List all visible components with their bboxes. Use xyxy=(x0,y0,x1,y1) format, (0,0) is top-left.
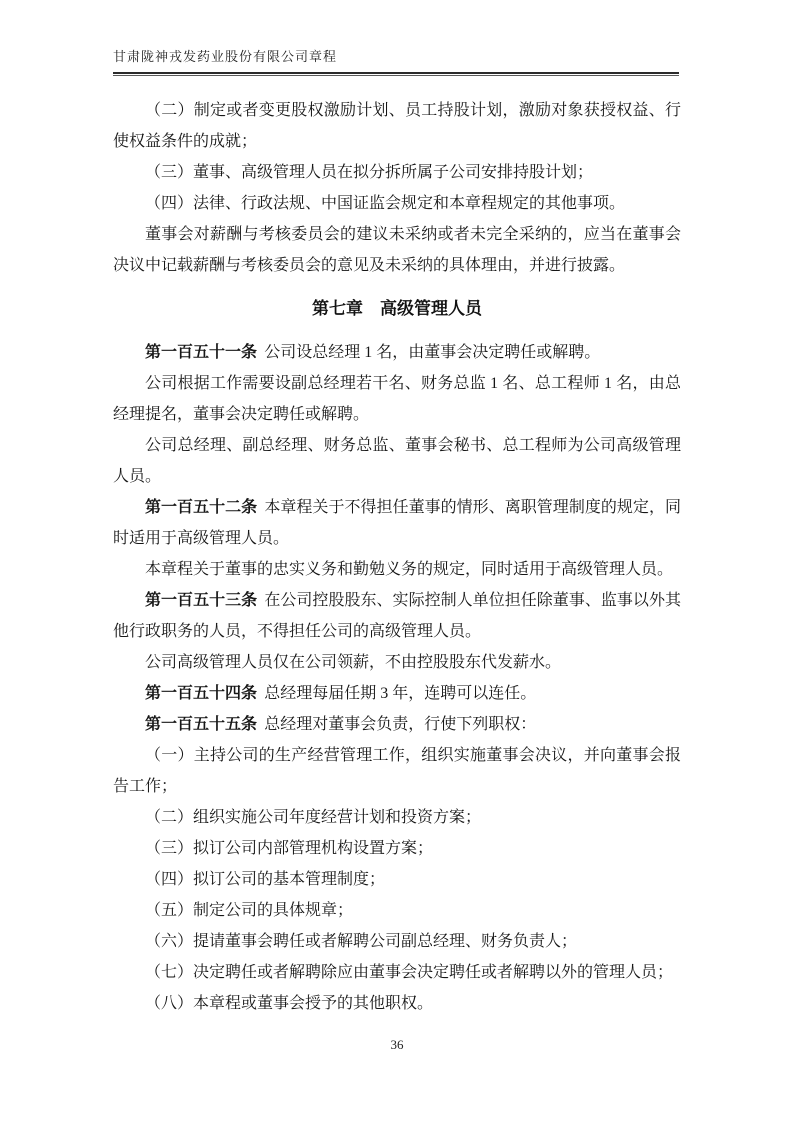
page-header xyxy=(113,46,679,76)
article-text: 本章程关于不得担任董事的情形、离职管理制度的规定，同时适用于高级管理人员。 xyxy=(113,499,681,547)
article-paragraph xyxy=(113,709,681,740)
page-number: 36 xyxy=(390,1037,404,1052)
body-paragraph: （六）提请董事会聘任或者解聘公司副总经理、财务负责人； xyxy=(145,933,578,950)
article-text: 总经理对董事会负责，行使下列职权： xyxy=(264,716,537,733)
article-number: 第一百五十五条 xyxy=(145,716,258,733)
article-number: 第一百五十三条 xyxy=(145,592,258,609)
article-number: 第一百五十四条 xyxy=(145,685,258,702)
body-paragraph: （八）本章程或董事会授予的其他职权。 xyxy=(145,995,434,1012)
article-number: 第一百五十一条 xyxy=(145,344,258,361)
body-paragraph: 董事会对薪酬与考核委员会的建议未采纳或者未完全采纳的，应当在董事会决议中记载薪酬与考核委员会的意见及未采纳的具体理由，并进行披露。 xyxy=(113,226,681,274)
article-paragraph xyxy=(113,492,681,554)
body-paragraph: （七）决定聘任或者解聘除应由董事会决定聘任或者解聘以外的管理人员； xyxy=(145,964,674,981)
body-paragraph: 公司根据工作需要设副总经理若干名、财务总监 1 名、总工程师 1 名，由总经理提名，董事会决定聘任或解聘。 xyxy=(113,375,681,423)
body-paragraph: （五）制定公司的具体规章； xyxy=(145,902,354,919)
header-rule-thick xyxy=(113,72,679,74)
body-paragraph: （三）拟订公司内部管理机构设置方案； xyxy=(145,840,434,857)
body-paragraph: （二）组织实施公司年度经营计划和投资方案； xyxy=(145,809,482,826)
article-number: 第一百五十二条 xyxy=(145,499,258,516)
body-paragraph: （四）法律、行政法规、中国证监会规定和本章程规定的其他事项。 xyxy=(145,195,626,212)
article-text: 在公司控股股东、实际控制人单位担任除董事、监事以外其他行政职务的人员，不得担任公司的高级管理人员。 xyxy=(113,592,681,640)
chapter-heading: 第七章 高级管理人员 xyxy=(312,299,482,318)
header-title: 甘肃陇神戎发药业股份有限公司章程 xyxy=(113,49,338,64)
body-paragraph: （三）董事、高级管理人员在拟分拆所属子公司安排持股计划； xyxy=(145,164,594,181)
article-text: 公司设总经理 1 名，由董事会决定聘任或解聘。 xyxy=(264,344,601,361)
body-paragraph: 本章程关于董事的忠实义务和勤勉义务的规定，同时适用于高级管理人员。 xyxy=(145,561,674,578)
body-paragraph: （二）制定或者变更股权激励计划、员工持股计划，激励对象获授权益、行使权益条件的成就； xyxy=(113,102,681,150)
body-paragraph: 公司总经理、副总经理、财务总监、董事会秘书、总工程师为公司高级管理人员。 xyxy=(113,437,681,485)
page-footer xyxy=(0,1036,794,1054)
body-paragraph: 公司高级管理人员仅在公司领薪，不由控股股东代发薪水。 xyxy=(145,654,562,671)
body-paragraph: （一）主持公司的生产经营管理工作，组织实施董事会决议，并向董事会报告工作； xyxy=(113,747,681,795)
article-paragraph xyxy=(113,585,681,647)
body-paragraph: （四）拟订公司的基本管理制度； xyxy=(145,871,386,888)
article-text: 总经理每届任期 3 年，连聘可以连任。 xyxy=(264,685,537,702)
article-paragraph xyxy=(113,678,681,709)
article-paragraph xyxy=(113,337,681,368)
header-rule-thin xyxy=(113,75,679,76)
document-body xyxy=(113,95,681,1019)
